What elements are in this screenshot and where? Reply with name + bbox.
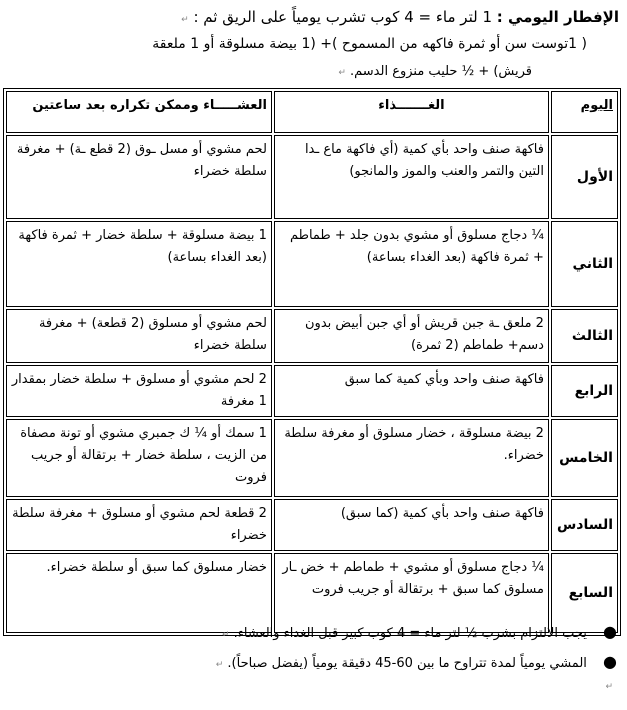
day-cell: السادس [551,499,618,551]
bullet-icon: ● [603,622,617,641]
breakfast-title: الإفطار اليومي : [496,8,619,26]
diet-table [3,88,621,636]
note-text: المشي يومياً لمدة تتراوح ما بين 60-45 دقيقة يومياً (يفضل صباحاً). [227,656,587,671]
dinner-cell: 1 بيضة مسلوقة + سلطة خضار + ثمرة فاكهة (بعد الغداء بساعة) [6,221,272,307]
breakfast-water-text: 1 لتر ماء = 4 كوب تشرب يومياً على الريق ثم : [193,8,492,26]
paragraph-mark: ↵ [605,682,613,692]
breakfast-options-line [8,36,587,52]
lunch-cell: ¼ دجاج مسلوق أو مشوي بدون جلد + طماطم + ثمرة فاكهة (بعد الغداء بساعة) [274,221,549,307]
header-dinner: العشـــــاء وممكن تكراره بعد ساعتين [6,91,272,133]
table-row [6,309,618,363]
table-row [6,221,618,307]
breakfast-options-text: ( 1توست سن أو ثمرة فاكهه من المسموح )+ (1 بيضة مسلوقة أو 1 ملعقة [152,36,587,52]
table-row [6,499,618,551]
day-cell: السابع [551,553,618,633]
table-header-row [6,91,618,133]
paragraph-mark: ↵ [338,68,346,78]
dinner-cell: 2 قطعة لحم مشوي أو مسلوق + مغرفة سلطة خضراء [6,499,272,551]
dinner-cell: 1 سمك أو ¼ ك جمبري مشوي أو تونة مصفاة من الزيت ، سلطة خضار + برتقالة أو جريب فروت [6,419,272,497]
dinner-cell: لحم مشوي أو مسلوق (2 قطعة) + مغرفة سلطة خضراء [6,309,272,363]
dinner-cell: لحم مشوي أو مسل ـوق (2 قطع ـة) + مغرفة سلطة خضراء [6,135,272,219]
note-item [8,652,617,671]
day-cell: الثاني [551,221,618,307]
dinner-cell: 2 لحم مشوي أو مسلوق + سلطة خضار بمقدار 1 مغرفة [6,365,272,417]
table-row [6,553,618,633]
breakfast-milk-text: قريش) + ½ حليب منزوع الدسم. [350,64,532,79]
lunch-cell: 2 بيضة مسلوقة ، خضار مسلوق أو مغرفة سلطة خضراء. [274,419,549,497]
table-row [6,135,618,219]
header-lunch: الغـــــــذاء [274,91,549,133]
header-day: اليوم [551,91,618,133]
bullet-icon: ● [603,652,617,671]
note-item [8,622,617,641]
paragraph-mark: ↵ [221,630,230,640]
lunch-cell: فاكهة صنف واحد وبأي كمية كما سبق [274,365,549,417]
breakfast-line [8,8,619,26]
lunch-cell: فاكهة صنف واحد بأي كمية (كما سبق) [274,499,549,551]
lunch-cell: ¼ دجاج مسلوق أو مشوي + طماطم + خض ـار مسلوق كما سبق + برتقالة أو جريب فروت [274,553,549,633]
day-cell: الأول [551,135,618,219]
day-cell: الثالث [551,309,618,363]
lunch-cell: 2 ملعق ـة جبن قريش أو أي جبن أبيض بدون دسم+ طماطم (2 ثمرة) [274,309,549,363]
table-row [6,365,618,417]
breakfast-milk-line [8,64,532,79]
lunch-cell: فاكهة صنف واحد بأي كمية (أي فاكهة ماع ـدا التين والتمر والعنب والموز والمانجو) [274,135,549,219]
day-cell: الخامس [551,419,618,497]
day-cell: الرابع [551,365,618,417]
table-row [6,419,618,497]
dinner-cell: خضار مسلوق كما سبق أو سلطة خضراء. [6,553,272,633]
note-text: يجب الالتزام بشرب ½ لتر ماء = 4 كوب كبير قبل الغداء والعشاء. [233,626,587,641]
paragraph-mark: ↵ [215,660,224,670]
paragraph-mark: ↵ [181,15,189,25]
